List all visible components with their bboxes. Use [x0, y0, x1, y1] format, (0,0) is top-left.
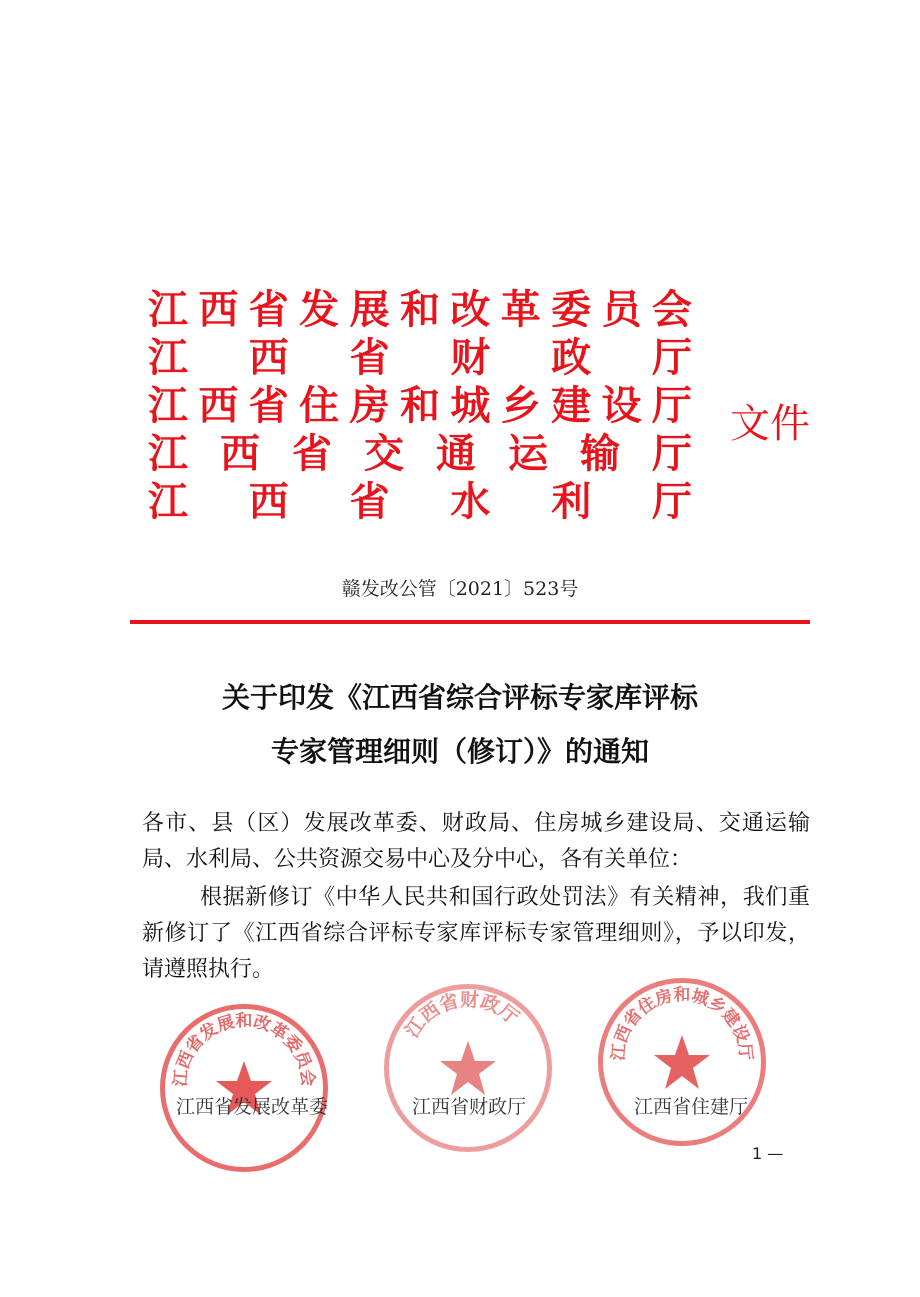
red-divider — [130, 620, 810, 624]
seal-star-icon — [165, 1009, 323, 1167]
seal-text: 江西省住房和城乡建设厅 — [608, 985, 756, 1062]
issuer-line: 江 西 省 水 利 厅 — [148, 478, 692, 525]
salutation: 各市、县（区）发展改革委、财政局、住房城乡建设局、交通运输局、水利局、公共资源交易中心及分中心，各有关单位： — [142, 811, 810, 872]
official-seal-housing — [598, 978, 766, 1146]
issuer-line: 江 西 省 发 展 和 改 革 委 员 会 — [148, 286, 692, 333]
official-seal-finance — [384, 984, 552, 1152]
issuer-line: 江 西 省 交 通 运 输 厅 — [148, 430, 692, 477]
issuing-authorities — [148, 286, 692, 526]
seal-star-icon — [389, 989, 547, 1147]
notice-title-line-1: 关于印发《江西省综合评标专家库评标 — [221, 681, 698, 714]
official-seal-ndrc — [160, 1004, 328, 1172]
signature-finance: 江西省财政厅 — [412, 1096, 527, 1118]
signature-ndrc: 江西省发展改革委 — [176, 1096, 329, 1118]
seal-text: 江西省发展和改革委员会 — [170, 1011, 318, 1088]
seal-text: 江西省财政厅 — [401, 989, 523, 1042]
document-number: 赣发改公管〔2021〕523号 — [341, 578, 579, 600]
svg-text:江西省财政厅 — [401, 989, 523, 1042]
body-paragraph: 根据新修订《中华人民共和国行政处罚法》有关精神，我们重新修订了《江西省综合评标专家库评标专家管理细则》，予以印发，请遵照执行。 — [142, 885, 810, 982]
notice-title-line-2: 专家管理细则（修订）》的通知 — [270, 735, 649, 768]
signature-housing: 江西省住建厅 — [634, 1096, 749, 1118]
document-label: 文件 — [730, 401, 810, 447]
page-number: 1 — — [752, 1144, 784, 1163]
issuer-line: 江 西 省 住 房 和 城 乡 建 设 厅 — [148, 382, 692, 429]
issuer-line: 江 西 省 财 政 厅 — [148, 334, 692, 381]
